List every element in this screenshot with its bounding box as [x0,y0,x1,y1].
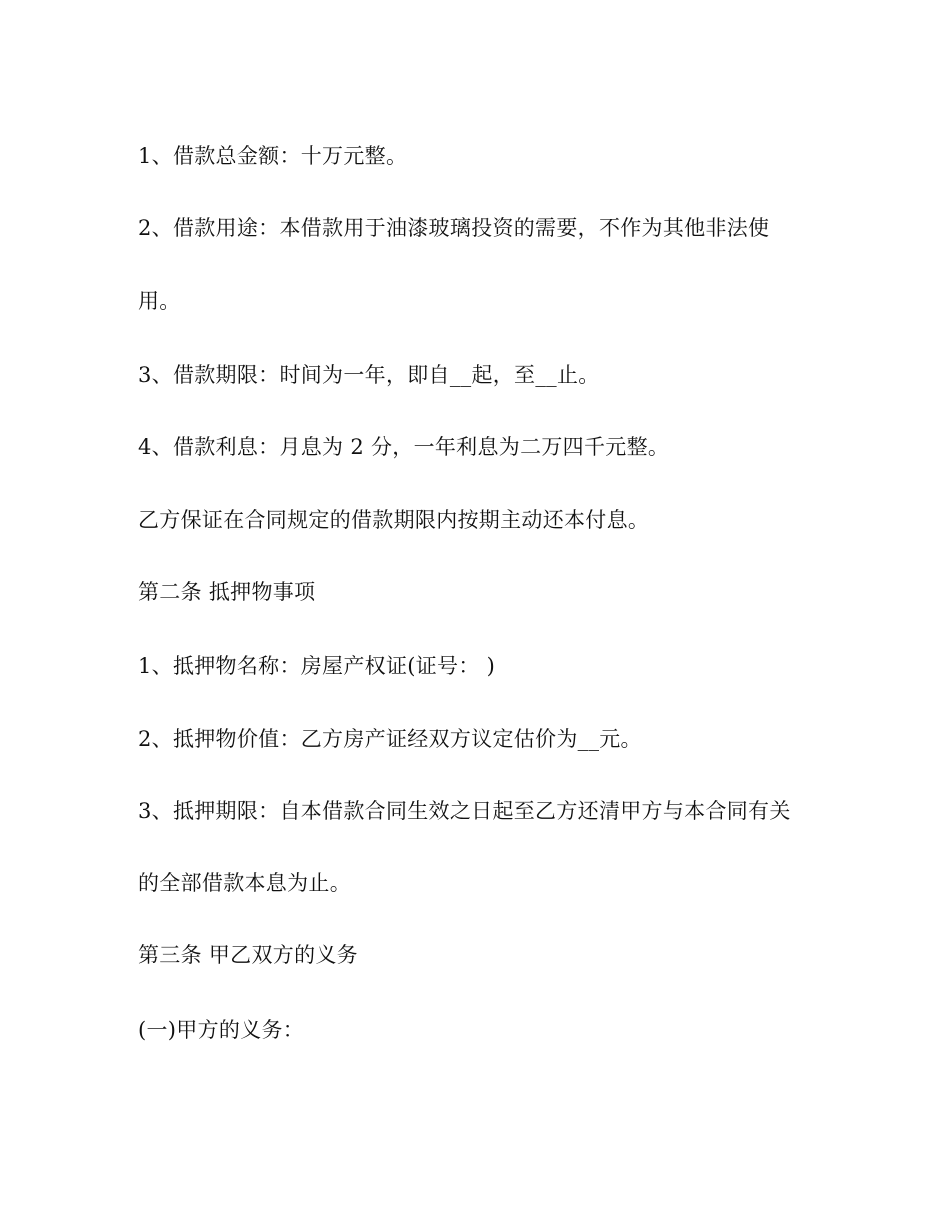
collateral-name-clause: 1、抵押物名称：房屋产权证(证号： ) [138,654,496,678]
article-two-heading: 第二条 抵押物事项 [138,580,316,604]
mortgage-term-clause: 3、抵押期限：自本借款合同生效之日起至乙方还清甲方与本合同有关 [138,799,791,823]
loan-term-clause: 3、借款期限：时间为一年，即自__起，至__止。 [138,363,600,387]
loan-amount-clause: 1、借款总金额：十万元整。 [138,144,408,168]
repayment-guarantee-text: 乙方保证在合同规定的借款期限内按期主动还本付息。 [138,508,650,532]
party-a-obligations-heading: (一)甲方的义务： [138,1018,305,1042]
loan-purpose-clause-continued: 用。 [138,289,181,313]
article-three-heading: 第三条 甲乙双方的义务 [138,943,358,967]
loan-purpose-clause: 2、借款用途：本借款用于油漆玻璃投资的需要，不作为其他非法使 [138,216,770,240]
mortgage-term-clause-continued: 的全部借款本息为止。 [138,871,351,895]
collateral-value-clause: 2、抵押物价值：乙方房产证经双方议定估价为__元。 [138,727,642,751]
loan-interest-clause: 4、借款利息：月息为 2 分，一年利息为二万四千元整。 [138,435,670,459]
